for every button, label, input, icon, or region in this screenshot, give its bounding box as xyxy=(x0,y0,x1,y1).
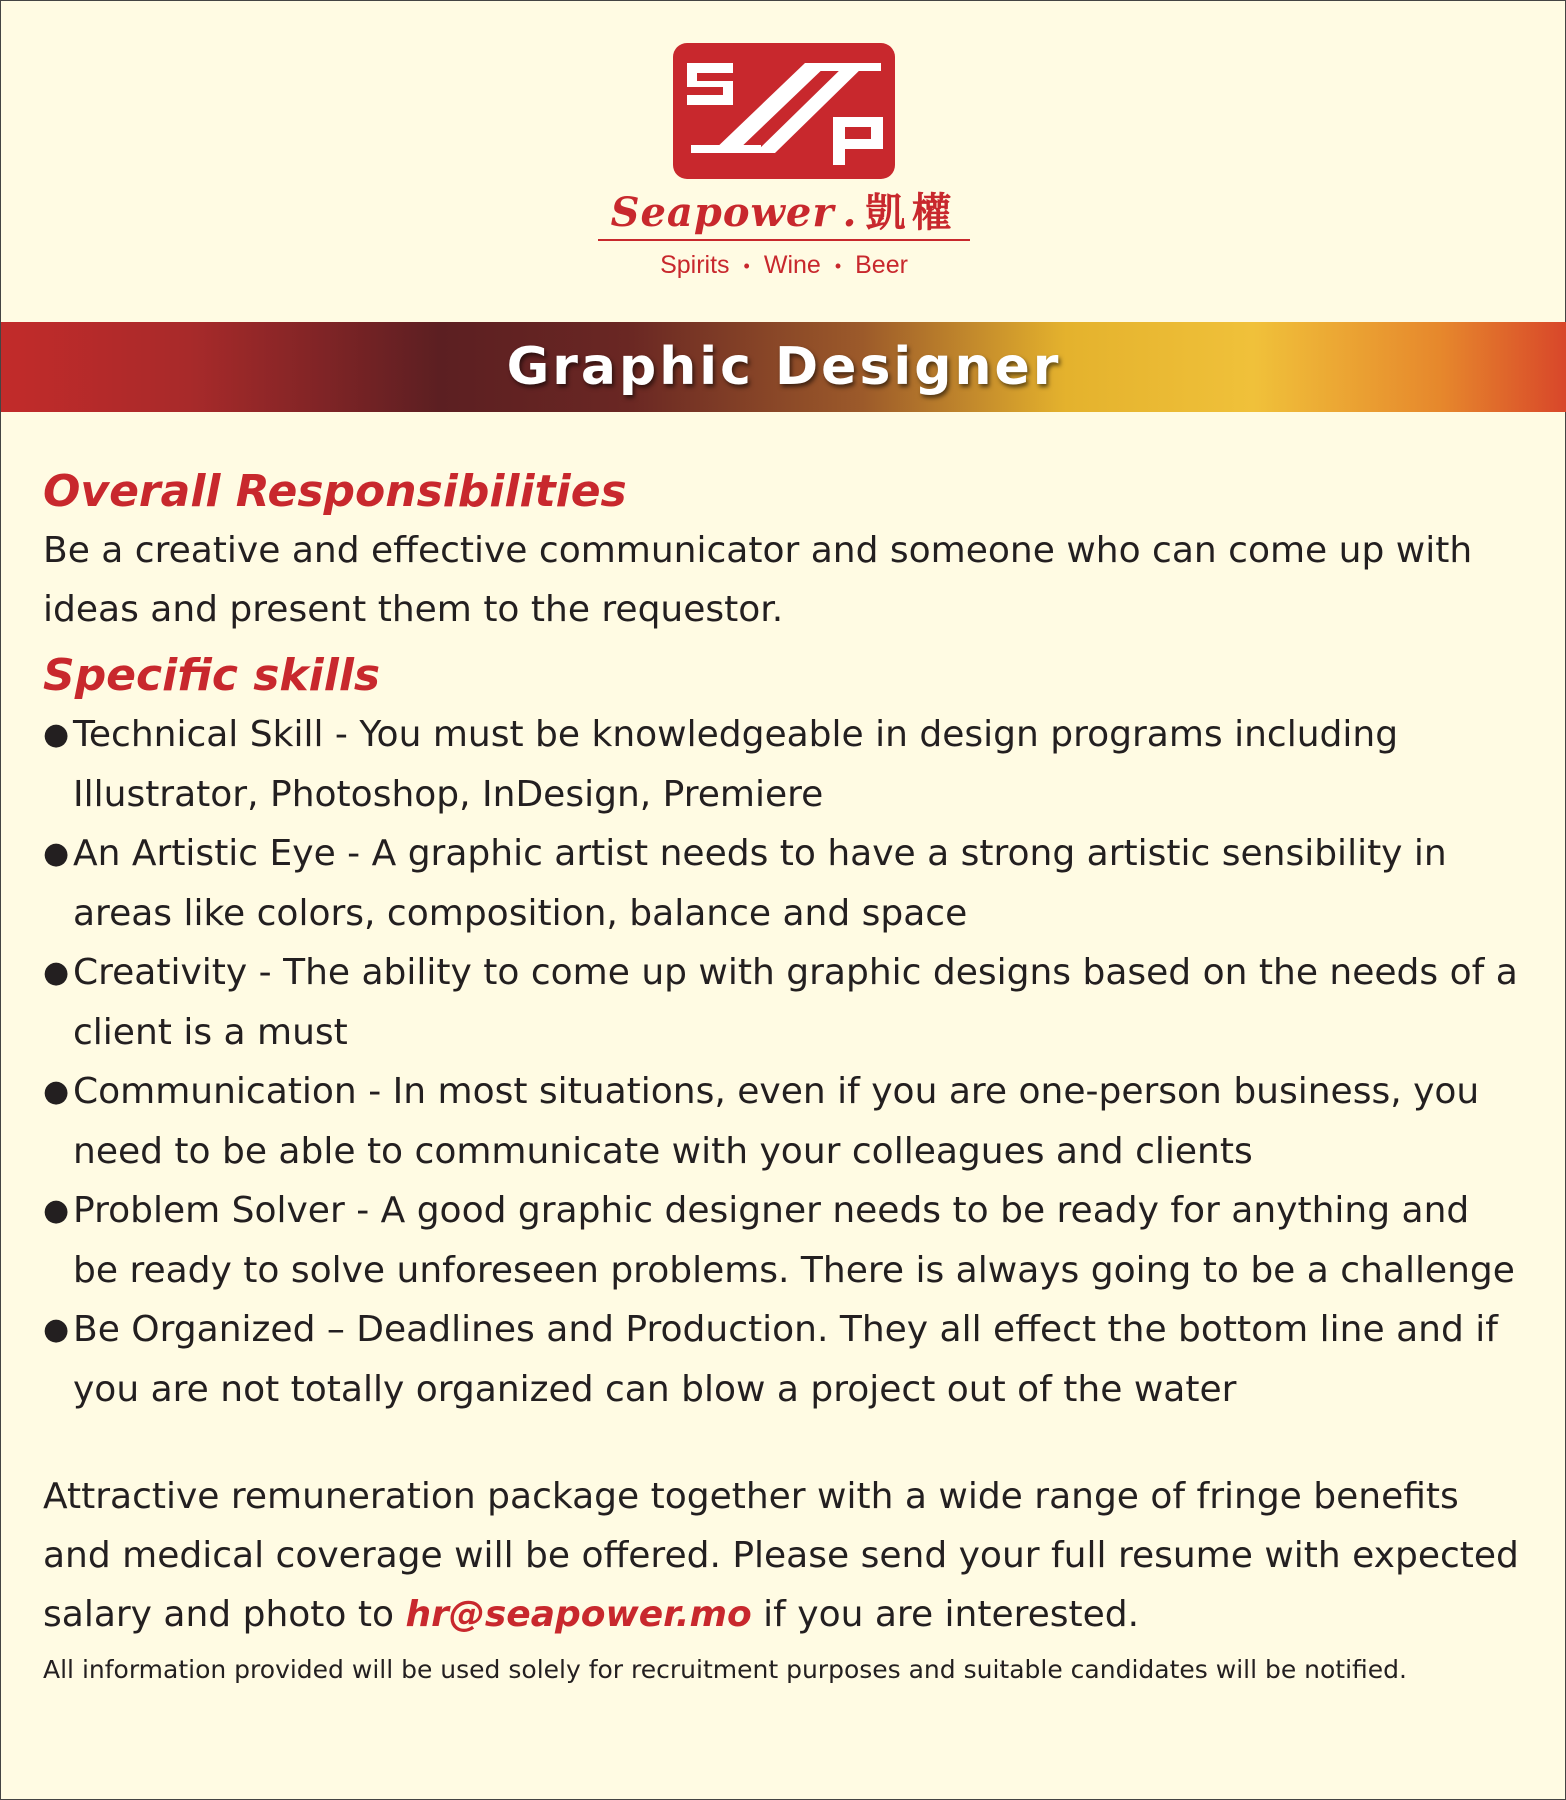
bullet-icon: ● xyxy=(43,836,70,871)
job-description xyxy=(43,463,1525,1690)
responsibilities-text: Be a creative and effective communicator and someone who can come up with ideas and present them to the requestor. xyxy=(43,530,1473,630)
tagline-spirits: Spirits xyxy=(660,251,730,279)
closing-text-before: Attractive remuneration package together with a wide range of fringe benefits and medical coverage will be offered. Please send your full resume with expected salary and photo to xyxy=(43,1476,1519,1635)
tagline-separator: • xyxy=(834,256,842,277)
skill-artistic-eye xyxy=(43,824,1525,943)
skill-creativity xyxy=(43,943,1525,1062)
bullet-icon: ● xyxy=(43,1312,70,1347)
brand-chinese-name: 凱權 xyxy=(865,190,958,236)
bullet-icon: ● xyxy=(43,955,70,990)
privacy-footnote: All information provided will be used solely for recruitment purposes and suitable candidates will be notified. xyxy=(43,1655,1408,1684)
bullet-icon: ● xyxy=(43,717,70,752)
brand-rule-divider xyxy=(598,239,970,241)
tagline-beer: Beer xyxy=(855,251,908,279)
skills-heading: Specific skills xyxy=(43,650,381,701)
skill-problem-solver xyxy=(43,1181,1525,1300)
closing-paragraph xyxy=(43,1467,1525,1644)
skill-text: Problem Solver - A good graphic designer needs to be ready for anything and be ready to solve unforeseen problems. There is always going to be a challenge xyxy=(73,1190,1515,1291)
job-title: Graphic Designer xyxy=(506,337,1062,397)
brand-wordmark xyxy=(598,189,970,237)
tagline-separator: • xyxy=(743,256,750,277)
skill-text: An Artistic Eye - A graphic artist needs to have a strong artistic sensibility in areas like colors, composition, balance and space xyxy=(73,833,1447,934)
title-banner xyxy=(1,322,1566,412)
responsibilities-heading: Overall Responsibilities xyxy=(43,466,627,517)
skill-text: Be Organized – Deadlines and Production. They all effect the bottom line and if you are not totally organized can blow a project out of the water xyxy=(73,1309,1498,1410)
skill-technical xyxy=(43,705,1525,824)
closing-text-after: if you are interested. xyxy=(751,1594,1140,1635)
brand-separator: . xyxy=(842,189,858,236)
email-link[interactable]: hr@seapower.mo xyxy=(405,1594,752,1635)
bullet-icon: ● xyxy=(43,1074,70,1109)
company-logo xyxy=(1,41,1566,282)
skill-text: Communication - In most situations, even if you are one-person business, you need to be able to communicate with your colleagues and clients xyxy=(73,1071,1480,1172)
brand-name: Seapower xyxy=(610,189,835,236)
skills-list xyxy=(43,705,1525,1419)
skill-text: Creativity - The ability to come up with graphic designs based on the needs of a client is a must xyxy=(73,952,1518,1053)
skill-communication xyxy=(43,1062,1525,1181)
seapower-logo-icon xyxy=(671,41,897,181)
skill-organized xyxy=(43,1300,1525,1419)
brand-tagline xyxy=(1,249,1566,282)
tagline-wine: Wine xyxy=(763,251,821,279)
skill-text: Technical Skill - You must be knowledgeable in design programs including Illustrator, Photoshop, InDesign, Premiere xyxy=(73,714,1399,815)
bullet-icon: ● xyxy=(43,1193,70,1228)
